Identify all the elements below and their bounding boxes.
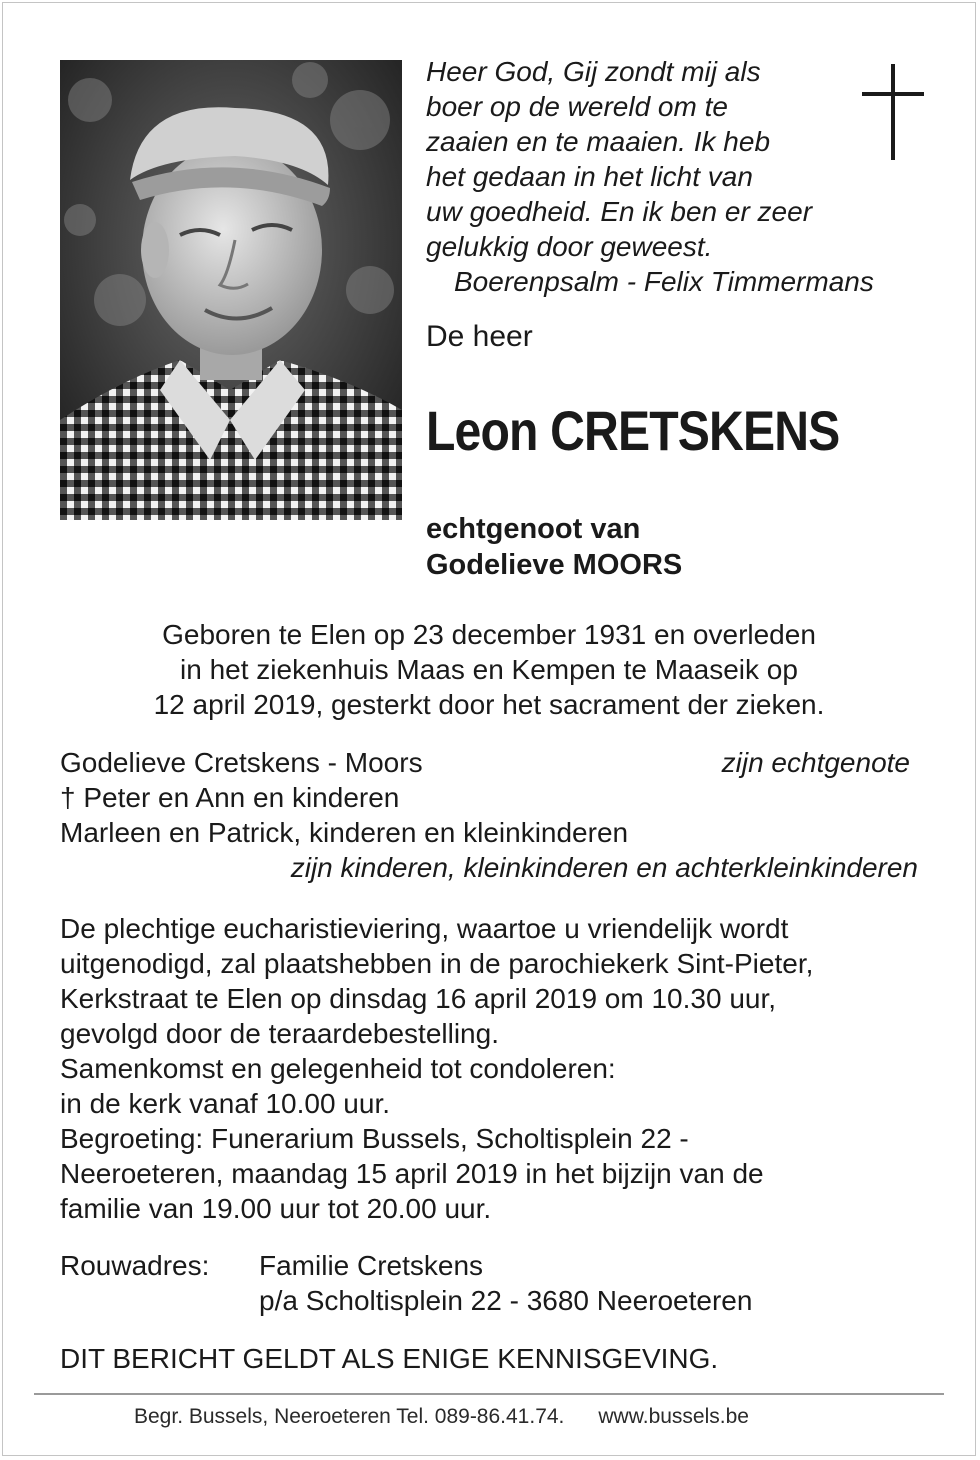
family-spouse-role: zijn echtgenote xyxy=(721,747,910,778)
service-line: De plechtige eucharistieviering, waartoe u vriendelijk wordt xyxy=(60,913,789,944)
poem-attribution: Boerenpsalm - Felix Timmermans xyxy=(454,266,874,297)
divider xyxy=(34,1393,944,1395)
poem-line: uw goedheid. En ik ben er zeer xyxy=(426,196,813,227)
cross-icon xyxy=(862,64,924,160)
family-row xyxy=(60,780,918,815)
birth-line: in het ziekenhuis Maas en Kempen te Maaseik op xyxy=(180,654,798,685)
footer-contact: Begr. Bussels, Neeroeteren Tel. 089-86.41.74. xyxy=(134,1405,565,1428)
title-prefix: De heer xyxy=(426,320,533,353)
poem-line: het gedaan in het licht van xyxy=(426,161,753,192)
service-line: in de kerk vanaf 10.00 uur. xyxy=(60,1088,390,1119)
portrait-photo xyxy=(60,60,402,520)
birth-line: Geboren te Elen op 23 december 1931 en overleden xyxy=(162,619,816,650)
service-line: Begroeting: Funerarium Bussels, Scholtisplein 22 - xyxy=(60,1123,689,1154)
address-line: p/a Scholtisplein 22 - 3680 Neeroeteren xyxy=(259,1285,753,1316)
family-children-role: zijn kinderen, kleinkinderen en achterkleinkinderen xyxy=(290,852,918,883)
poem-line: boer op de wereld om te xyxy=(426,91,728,122)
address-row xyxy=(60,1248,920,1283)
spouse-line: echtgenoot van xyxy=(426,513,641,545)
family-child: Marleen en Patrick, kinderen en kleinkinderen xyxy=(60,817,629,848)
poem-quote xyxy=(426,54,874,299)
footer xyxy=(134,1405,749,1429)
birth-line: 12 april 2019, gesterkt door het sacrament der zieken. xyxy=(153,689,825,720)
poem-line: zaaien en te maaien. Ik heb xyxy=(426,126,771,157)
spouse-name: Godelieve MOORS xyxy=(426,549,683,581)
birth-death-details xyxy=(60,617,918,722)
notice-text: DIT BERICHT GELDT ALS ENIGE KENNISGEVING. xyxy=(60,1343,719,1374)
spouse-info xyxy=(426,511,682,583)
service-line: gevolgd door de teraardebestelling. xyxy=(60,1018,499,1049)
family-spouse-name: Godelieve Cretskens - Moors xyxy=(60,747,423,778)
family-row xyxy=(60,745,918,780)
mourning-address xyxy=(60,1248,920,1318)
family-row xyxy=(60,815,918,850)
service-line: Neeroeteren, maandag 15 april 2019 in het bijzijn van de xyxy=(60,1158,764,1189)
poem-line: Heer God, Gij zondt mij als xyxy=(426,56,761,87)
service-line: Kerkstraat te Elen op dinsdag 16 april 2019 om 10.30 uur, xyxy=(60,983,777,1014)
address-line: Familie Cretskens xyxy=(259,1250,484,1281)
family-list xyxy=(60,745,918,885)
service-line: uitgenodigd, zal plaatshebben in de parochiekerk Sint-Pieter, xyxy=(60,948,814,979)
service-line: familie van 19.00 uur tot 20.00 uur. xyxy=(60,1193,492,1224)
footer-website-link[interactable]: www.bussels.be xyxy=(598,1405,749,1428)
deceased-name: Leon CRETSKENS xyxy=(426,399,840,462)
family-child: † Peter en Ann en kinderen xyxy=(60,782,400,813)
service-line: Samenkomst en gelegenheid tot condoleren: xyxy=(60,1053,616,1084)
address-row xyxy=(60,1283,920,1318)
poem-line: gelukkig door geweest. xyxy=(426,231,713,262)
address-label: Rouwadres: xyxy=(60,1250,210,1281)
service-details xyxy=(60,911,920,1226)
